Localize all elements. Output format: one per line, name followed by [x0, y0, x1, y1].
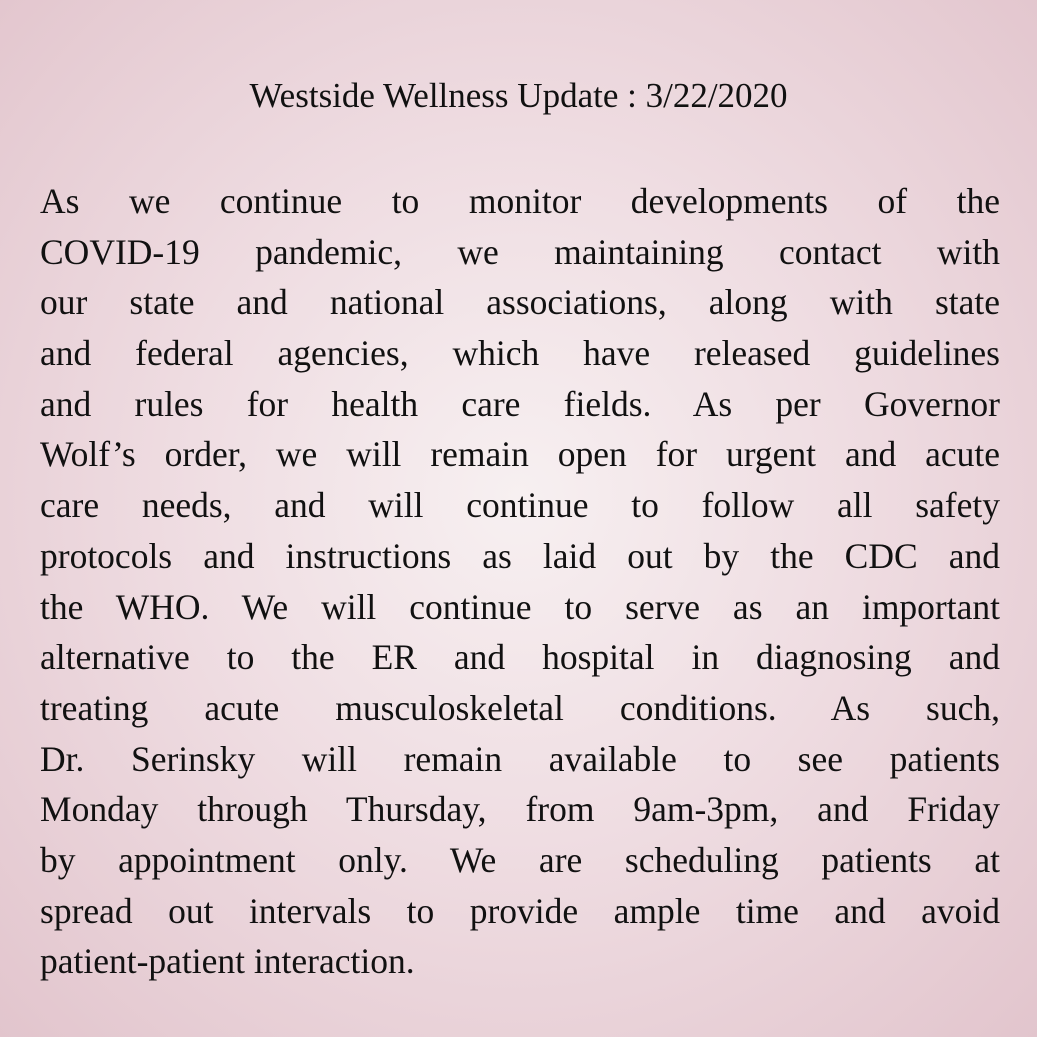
body-line: spread out intervals to provide ample time and avoid: [40, 890, 1000, 931]
body-line: Wolf’s order, we will remain open for urgent and acute: [40, 434, 1000, 475]
body-line: Dr. Serinsky will remain available to see patients: [40, 738, 1000, 779]
body-line: alternative to the ER and hospital in diagnosing and: [40, 637, 1000, 678]
announcement-body: [40, 176, 1000, 987]
body-line: protocols and instructions as laid out by the CDC and: [40, 535, 1000, 576]
announcement-title: Westside Wellness Update : 3/22/2020: [249, 76, 788, 115]
body-line: As we continue to monitor developments of the: [40, 181, 1000, 221]
body-line: patient-patient interaction.: [40, 941, 415, 982]
body-line: our state and national associations, along with state: [40, 282, 1000, 323]
body-line: treating acute musculoskeletal conditions. As such,: [40, 687, 1000, 728]
body-line: by appointment only. We are scheduling patients at: [40, 839, 1000, 880]
body-line: COVID-19 pandemic, we maintaining contact with: [40, 231, 1000, 272]
body-line: and federal agencies, which have released guidelines: [40, 333, 1000, 374]
body-line: care needs, and will continue to follow all safety: [40, 485, 1000, 526]
body-line: and rules for health care fields. As per Governor: [40, 383, 1000, 424]
body-line: Monday through Thursday, from 9am-3pm, and Friday: [40, 789, 1000, 830]
body-line: the WHO. We will continue to serve as an important: [40, 586, 1000, 627]
